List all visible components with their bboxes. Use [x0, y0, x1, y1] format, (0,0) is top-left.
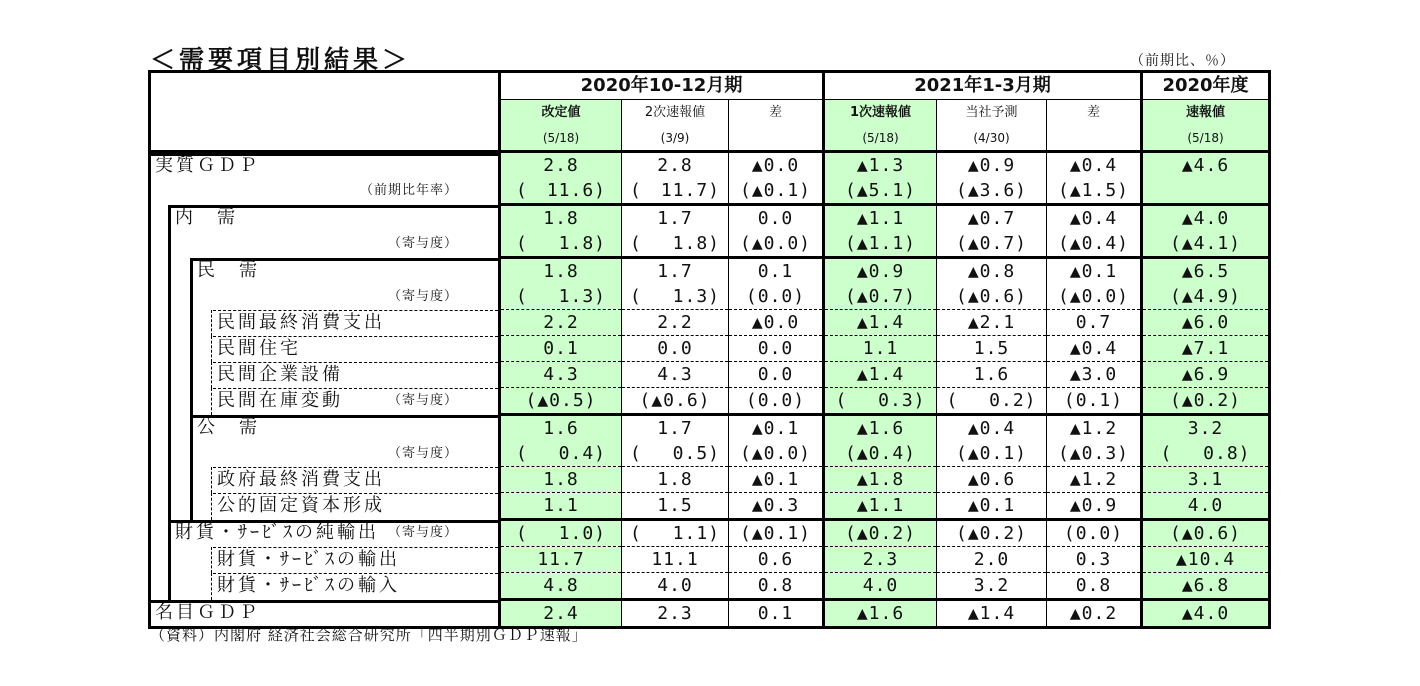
value-cell: ▲4.6 [1142, 152, 1270, 179]
value-cell: 0.3 [1047, 547, 1142, 573]
value-cell: 1.5 [622, 493, 729, 520]
row-label-cell [150, 441, 500, 467]
value-cell: 4.8 [500, 573, 622, 600]
table-row [150, 258, 1270, 285]
row-label: 実質ＧＤＰ [155, 154, 260, 176]
col-date-diff2 [1047, 126, 1142, 152]
table-row [150, 284, 1270, 310]
value-cell: (▲0.6) [1142, 520, 1270, 547]
col-header-fy-prelim: 速報値 [1142, 100, 1270, 127]
table-row [150, 310, 1270, 336]
col-date-1st-prelim: (5/18) [824, 126, 937, 152]
value-cell: (▲0.4) [1047, 231, 1142, 258]
value-cell: 3.2 [1142, 415, 1270, 442]
value-cell: (▲3.6) [937, 178, 1047, 205]
value-cell: ▲1.4 [824, 310, 937, 336]
row-label: 民間住宅 [217, 337, 301, 359]
row-label: 政府最終消費支出 [217, 468, 385, 490]
value-cell: ▲1.1 [824, 493, 937, 520]
value-cell: ( 0.4) [500, 441, 622, 467]
value-cell: ▲1.6 [824, 600, 937, 628]
table-row [150, 547, 1270, 573]
value-cell: 0.7 [1047, 310, 1142, 336]
value-cell: ( 11.7) [622, 178, 729, 205]
value-cell: (▲0.0) [729, 231, 824, 258]
value-cell: 3.2 [937, 573, 1047, 600]
row-label: 民 需 [197, 259, 260, 281]
value-cell: (0.1) [1047, 388, 1142, 415]
row-label-cell [150, 493, 500, 520]
value-cell [1142, 178, 1270, 205]
value-cell: 1.6 [500, 415, 622, 442]
value-cell: ▲0.9 [1047, 493, 1142, 520]
col-date-revised: (5/18) [500, 126, 622, 152]
row-label-cell [150, 205, 500, 232]
unit-note: （前期比、％） [1130, 53, 1235, 69]
row-label-cell [150, 388, 500, 415]
row-label: 内 需 [175, 206, 238, 228]
row-sublabel: （寄与度） [387, 525, 458, 540]
value-cell: 2.2 [622, 310, 729, 336]
col-date-2nd-prelim: (3/9) [622, 126, 729, 152]
table-row [150, 467, 1270, 493]
row-label-cell [150, 547, 500, 573]
value-cell: ( 0.2) [937, 388, 1047, 415]
value-cell: ▲0.4 [937, 415, 1047, 442]
col-header-revised: 改定値 [500, 100, 622, 127]
value-cell: ( 0.8) [1142, 441, 1270, 467]
source-note: （資料）内閣府 経済社会総合研究所「四半期別ＧＤＰ速報」 [150, 626, 588, 644]
value-cell: 3.1 [1142, 467, 1270, 493]
value-cell: 4.3 [500, 362, 622, 388]
group-header-fy2020: 2020年度 [1142, 72, 1270, 100]
value-cell: (▲0.2) [1142, 388, 1270, 415]
value-cell: 4.0 [622, 573, 729, 600]
value-cell: (▲0.1) [729, 520, 824, 547]
value-cell: (0.0) [729, 284, 824, 310]
value-cell: 0.0 [729, 362, 824, 388]
value-cell: ( 1.1) [622, 520, 729, 547]
value-cell: 2.3 [824, 547, 937, 573]
table-row [150, 178, 1270, 205]
value-cell: 1.7 [622, 205, 729, 232]
value-cell: ▲2.1 [937, 310, 1047, 336]
value-cell: ▲0.4 [1047, 152, 1142, 179]
row-label: 財貨・ｻｰﾋﾞｽの輸出 [217, 548, 400, 570]
value-cell: 1.8 [500, 205, 622, 232]
row-label-cell [150, 284, 500, 310]
row-label-cell [150, 152, 500, 179]
value-cell: ▲0.6 [937, 467, 1047, 493]
row-sublabel: （寄与度） [387, 445, 458, 461]
row-label: 公的固定資本形成 [217, 495, 385, 516]
value-cell: 0.8 [1047, 573, 1142, 600]
row-label: 民間企業設備 [217, 363, 343, 385]
value-cell: 2.0 [937, 547, 1047, 573]
value-cell: 2.2 [500, 310, 622, 336]
row-sublabel: （前期比年率） [359, 183, 458, 199]
value-cell: (▲0.3) [1047, 441, 1142, 467]
value-cell: ▲3.0 [1047, 362, 1142, 388]
value-cell: ▲4.0 [1142, 205, 1270, 232]
value-cell: ▲0.8 [937, 258, 1047, 285]
value-cell: ▲6.9 [1142, 362, 1270, 388]
col-header-diff2: 差 [1047, 100, 1142, 127]
table-row [150, 573, 1270, 600]
table-row [150, 231, 1270, 258]
row-label-cell [150, 573, 500, 600]
value-cell: ▲0.1 [937, 493, 1047, 520]
row-label-cell [150, 310, 500, 336]
value-cell: 4.0 [824, 573, 937, 600]
row-label-cell [150, 415, 500, 442]
value-cell: ▲0.1 [1047, 258, 1142, 285]
row-label-cell [150, 336, 500, 362]
value-cell: 4.3 [622, 362, 729, 388]
row-sublabel: （寄与度） [387, 288, 458, 304]
value-cell: ▲1.4 [824, 362, 937, 388]
value-cell: (▲0.6) [937, 284, 1047, 310]
value-cell: ▲0.9 [937, 152, 1047, 179]
value-cell: (▲0.0) [729, 441, 824, 467]
value-cell: (▲1.1) [824, 231, 937, 258]
row-label-cell [150, 362, 500, 388]
row-sublabel: （寄与度） [387, 236, 458, 252]
value-cell: (▲0.0) [1047, 284, 1142, 310]
value-cell: (0.0) [1047, 520, 1142, 547]
row-label-cell [150, 178, 500, 205]
value-cell: ▲0.7 [937, 205, 1047, 232]
value-cell: (▲0.4) [824, 441, 937, 467]
value-cell: ( 1.8) [500, 231, 622, 258]
value-cell: 1.8 [500, 467, 622, 493]
value-cell: 0.1 [500, 336, 622, 362]
value-cell: ▲0.1 [729, 415, 824, 442]
value-cell: 2.3 [622, 600, 729, 628]
table-row [150, 388, 1270, 415]
row-label: 財貨・ｻｰﾋﾞｽの純輸出 [175, 522, 379, 543]
value-cell: (▲0.5) [500, 388, 622, 415]
table-row [150, 362, 1270, 388]
col-header-diff: 差 [729, 100, 824, 127]
table-row [150, 415, 1270, 442]
value-cell: ▲6.0 [1142, 310, 1270, 336]
value-cell: (▲4.9) [1142, 284, 1270, 310]
table-row [150, 152, 1270, 179]
value-cell: ▲1.3 [824, 152, 937, 179]
value-cell: ▲6.8 [1142, 573, 1270, 600]
value-cell: ▲7.1 [1142, 336, 1270, 362]
value-cell: 0.1 [729, 258, 824, 285]
value-cell: ▲1.8 [824, 467, 937, 493]
table-row [150, 336, 1270, 362]
value-cell: 1.7 [622, 258, 729, 285]
value-cell: 1.7 [622, 415, 729, 442]
demand-results-table [148, 70, 1271, 629]
row-label-cell [150, 258, 500, 285]
col-date-fy-prelim: (5/18) [1142, 126, 1270, 152]
value-cell: ( 1.3) [622, 284, 729, 310]
value-cell: (0.0) [729, 388, 824, 415]
value-cell: 11.1 [622, 547, 729, 573]
value-cell: ( 0.5) [622, 441, 729, 467]
value-cell: (▲5.1) [824, 178, 937, 205]
value-cell: 1.6 [937, 362, 1047, 388]
value-cell: 0.0 [729, 205, 824, 232]
value-cell: 0.0 [622, 336, 729, 362]
value-cell: ▲0.0 [729, 152, 824, 179]
value-cell: 2.8 [622, 152, 729, 179]
value-cell: (▲0.7) [824, 284, 937, 310]
value-cell: ▲0.2 [1047, 600, 1142, 628]
value-cell: (▲4.1) [1142, 231, 1270, 258]
value-cell: ( 0.3) [824, 388, 937, 415]
value-cell: 0.8 [729, 573, 824, 600]
group-header-2021q1: 2021年1-3月期 [824, 72, 1142, 100]
col-date-diff [729, 126, 824, 152]
value-cell: 4.0 [1142, 493, 1270, 520]
value-cell: ( 1.3) [500, 284, 622, 310]
value-cell: (▲0.2) [824, 520, 937, 547]
group-header-2020q4: 2020年10-12月期 [500, 72, 824, 100]
value-cell: ▲0.9 [824, 258, 937, 285]
col-header-2nd-prelim: 2次速報値 [622, 100, 729, 127]
page-title: ＜需要項目別結果＞ [150, 45, 412, 74]
value-cell: 1.5 [937, 336, 1047, 362]
table-row [150, 205, 1270, 232]
value-cell: ▲0.0 [729, 310, 824, 336]
value-cell: 2.8 [500, 152, 622, 179]
value-cell: 0.6 [729, 547, 824, 573]
value-cell: ▲10.4 [1142, 547, 1270, 573]
value-cell: (▲0.1) [729, 178, 824, 205]
value-cell: ▲4.0 [1142, 600, 1270, 628]
value-cell: (▲0.1) [937, 441, 1047, 467]
row-label: 公 需 [197, 416, 260, 438]
value-cell: (▲0.6) [622, 388, 729, 415]
row-label: 民間最終消費支出 [217, 311, 385, 333]
value-cell: (▲0.7) [937, 231, 1047, 258]
value-cell: ▲0.1 [729, 467, 824, 493]
value-cell: ▲0.4 [1047, 336, 1142, 362]
table-row [150, 493, 1270, 520]
value-cell: 1.1 [500, 493, 622, 520]
row-label: 民間在庫変動 [217, 390, 343, 411]
header-blank [150, 72, 500, 152]
value-cell: ▲1.2 [1047, 415, 1142, 442]
row-label: 名目ＧＤＰ [155, 601, 260, 623]
value-cell: ( 1.0) [500, 520, 622, 547]
value-cell: ▲1.4 [937, 600, 1047, 628]
value-cell: 1.1 [824, 336, 937, 362]
value-cell: ▲1.1 [824, 205, 937, 232]
value-cell: ▲0.4 [1047, 205, 1142, 232]
value-cell: 0.0 [729, 336, 824, 362]
value-cell: ▲6.5 [1142, 258, 1270, 285]
value-cell: 1.8 [500, 258, 622, 285]
table-row [150, 520, 1270, 547]
row-label-cell [150, 520, 500, 547]
col-date-forecast: (4/30) [937, 126, 1047, 152]
table-row [150, 441, 1270, 467]
value-cell: 1.8 [622, 467, 729, 493]
value-cell: ▲1.2 [1047, 467, 1142, 493]
col-header-forecast: 当社予測 [937, 100, 1047, 127]
row-label: 財貨・ｻｰﾋﾞｽの輸入 [217, 575, 400, 596]
value-cell: (▲0.2) [937, 520, 1047, 547]
row-sublabel: （寄与度） [387, 393, 458, 408]
value-cell: 11.7 [500, 547, 622, 573]
value-cell: (▲1.5) [1047, 178, 1142, 205]
value-cell: 0.1 [729, 600, 824, 628]
row-label-cell [150, 467, 500, 493]
col-header-1st-prelim: 1次速報値 [824, 100, 937, 127]
value-cell: ▲1.6 [824, 415, 937, 442]
value-cell: ▲0.3 [729, 493, 824, 520]
row-label-cell [150, 231, 500, 258]
value-cell: 2.4 [500, 600, 622, 628]
value-cell: ( 1.8) [622, 231, 729, 258]
value-cell: ( 11.6) [500, 178, 622, 205]
